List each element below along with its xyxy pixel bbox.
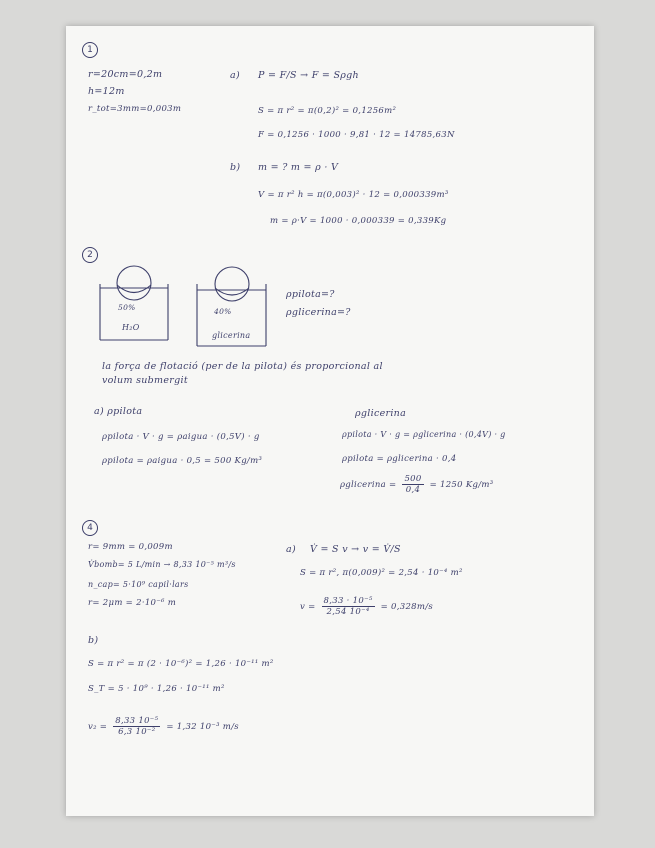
p2-text-2: volum submergit (102, 375, 188, 386)
p4-b-num: 8,33 10⁻⁵ (115, 716, 159, 726)
p2-right-3-num: 500 (404, 474, 422, 484)
p2-right-3-fraction (402, 474, 423, 495)
p1-a-line3: F = 0,1256 · 1000 · 9,81 · 12 = 14785,63N (258, 130, 455, 140)
p1-given-r: r=20cm=0,2m (88, 69, 163, 80)
p1-b-line3: m = ρ·V = 1000 · 0,000339 = 0,339Kg (270, 216, 447, 226)
p4-a-result: = 0,328m/s (380, 602, 434, 612)
p4-a-line2: S = π r², π(0,009)² = 2,54 · 10⁻⁴ m² (300, 568, 463, 578)
p4-a-line1: V̇ = S v → v = V̇/S (310, 544, 401, 555)
p2-right-3 (340, 474, 493, 495)
p4-b-line2: S_T = 5 · 10⁹ · 1,26 · 10⁻¹¹ m² (88, 684, 225, 694)
p2-right-title: ρglicerina (355, 408, 407, 419)
p2-right-3-rhs: = 1250 Kg/m³ (429, 480, 494, 490)
p1-a-line2: S = π r² = π(0,2)² = 0,1256m² (258, 106, 397, 116)
beaker-1-liquid: H₂O (122, 323, 140, 332)
problem-4-number: 4 (82, 520, 98, 536)
p2-left-2: ρpilota = ρaigua · 0,5 = 500 Kg/m³ (102, 456, 263, 466)
beaker-2-liquid: glicerina (212, 331, 251, 340)
beaker-1-percent: 50% (118, 303, 136, 312)
p4-given-vbomb: V̇bomb= 5 L/min → 8,33 10⁻⁵ m³/s (88, 560, 236, 569)
p4-b-line1: S = π r² = π (2 · 10⁻⁶)² = 1,26 · 10⁻¹¹ m² (88, 659, 274, 669)
p1-given-rtot: r_tot=3mm=0,003m (88, 104, 182, 114)
p1-b-line2: V = π r² h = π(0,003)² · 12 = 0,000339m³ (258, 190, 449, 200)
p4-given-ncap: n_cap= 5·10⁹ capil·lars (88, 580, 189, 589)
problem-1-number: 1 (82, 42, 98, 58)
p1-a-line1: P = F/S → F = Sρgh (258, 70, 359, 81)
p4-b-den: 6,3 10⁻² (118, 727, 156, 737)
p2-question-2: ρglicerina=? (286, 307, 351, 318)
p2-left-1: ρpilota · V · g = ρaigua · (0,5V) · g (102, 432, 260, 442)
p2-right-2: ρpilota = ρglicerina · 0,4 (342, 454, 457, 464)
p2-text-1: la força de flotació (per de la pilota) és proporcional al (102, 361, 383, 372)
p1-given-h: h=12m (88, 86, 125, 97)
p2-a-label: a) ρpilota (94, 406, 143, 417)
p2-right-3-lhs: ρglicerina = (340, 480, 397, 490)
p2-question-1: ρpilota=? (286, 289, 335, 300)
p1-b-label: b) (230, 162, 241, 173)
p4-a-v: v = (300, 602, 316, 612)
problem-2-number: 2 (82, 247, 98, 263)
p4-b-line3 (88, 716, 239, 737)
p4-a-fraction (322, 596, 375, 617)
p4-a-line3 (300, 596, 433, 617)
p4-a-label: a) (286, 544, 296, 555)
p2-right-1: ρpilota · V · g = ρglicerina · (0,4V) · g (342, 430, 506, 439)
p1-a-label: a) (230, 70, 240, 81)
p4-b-label: b) (88, 635, 99, 646)
p4-b-result: = 1,32 10⁻³ m/s (166, 722, 239, 732)
beaker-2-percent: 40% (214, 307, 232, 316)
p1-b-line1: m = ? m = ρ · V (258, 162, 339, 173)
p2-right-3-den: 0,4 (405, 485, 421, 495)
p4-b-fraction (113, 716, 160, 737)
p4-given-r2: r= 2μm = 2·10⁻⁶ m (88, 598, 177, 608)
p4-b-v: v₂ = (88, 722, 108, 732)
p4-a-den: 2,54 10⁻⁴ (326, 607, 370, 617)
p4-a-num: 8,33 · 10⁻⁵ (323, 596, 373, 606)
p4-given-r: r= 9mm = 0,009m (88, 542, 173, 552)
